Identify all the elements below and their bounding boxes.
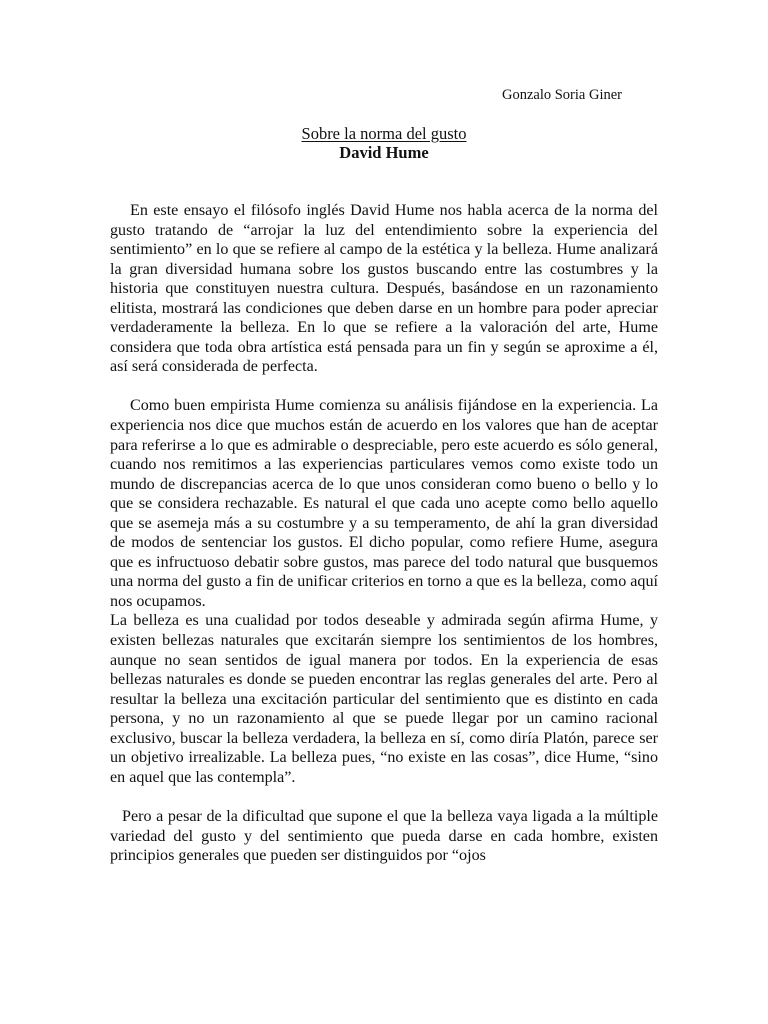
author-name: Gonzalo Soria Giner <box>502 87 622 103</box>
paragraph-4: Pero a pesar de la dificultad que supone el que la belleza vaya ligada a la múltiple variedad del gusto y del sentimiento que pueda darse en cada hombre, existen principios generales que pueden ser distinguidos por “ojos <box>110 807 658 865</box>
paragraph-1: En este ensayo el filósofo inglés David Hume nos habla acerca de la norma del gusto tratando de “arrojar la luz del entendimiento sobre la experiencia del sentimiento” en lo que se refiere al campo de la estética y la belleza. Hume analizará la gran diversidad humana sobre los gustos buscando entre las costumbres y la historia que constituyen nuestra cultura. Después, basándose en un razonamiento elitista, mostrará las condiciones que deben darse en un hombre para poder apreciar verdaderamente la belleza. En lo que se refiere a la valoración del arte, Hume considera que toda obra artística está pensada para un fin y según se aproxime a él, así será considerada de perfecta. <box>110 202 658 376</box>
document-title: Sobre la norma del gusto <box>301 124 467 143</box>
paragraph-3: La belleza es una cualidad por todos deseable y admirada según afirma Hume, y existen bellezas naturales que excitarán siempre los sentimientos de los hombres, aunque no sean sentidos de igual manera por todos. En la experiencia de esas bellezas naturales es donde se pueden encontrar las reglas generales del arte. Pero al resultar la belleza una excitación particular del sentimiento que es distinto en cada persona, y no un razonamiento al que se puede llegar por un camino racional exclusivo, buscar la belleza verdadera, la belleza en sí, como diría Platón, parece ser un objetivo irrealizable. La belleza pues, “no existe en las cosas”, dice Hume, “sino en aquel que las contempla”. <box>110 612 658 786</box>
document-body <box>110 201 658 866</box>
document-subtitle: David Hume <box>339 143 429 162</box>
title-block <box>110 124 658 162</box>
paragraph-2: Como buen empirista Hume comienza su análisis fijándose en la experiencia. La experiencia nos dice que muchos están de acuerdo en los valores que han de aceptar para referirse a lo que es admirable o despreciable, pero este acuerdo es sólo general, cuando nos remitimos a las experiencias particulares vemos como existe todo un mundo de discrepancias acerca de lo que unos consideran como bueno o bello y lo que se considera rechazable. Es natural el que cada uno acepte como bello aquello que se asemeja más a su costumbre y a su temperamento, de ahí la gran diversidad de modos de sentenciar los gustos. El dicho popular, como refiere Hume, asegura que es infructuoso debatir sobre gustos, mas parece del todo natural que busquemos una norma del gusto a fin de unificar criterios en torno a que es la belleza, como aquí nos ocupamos. <box>110 397 658 610</box>
